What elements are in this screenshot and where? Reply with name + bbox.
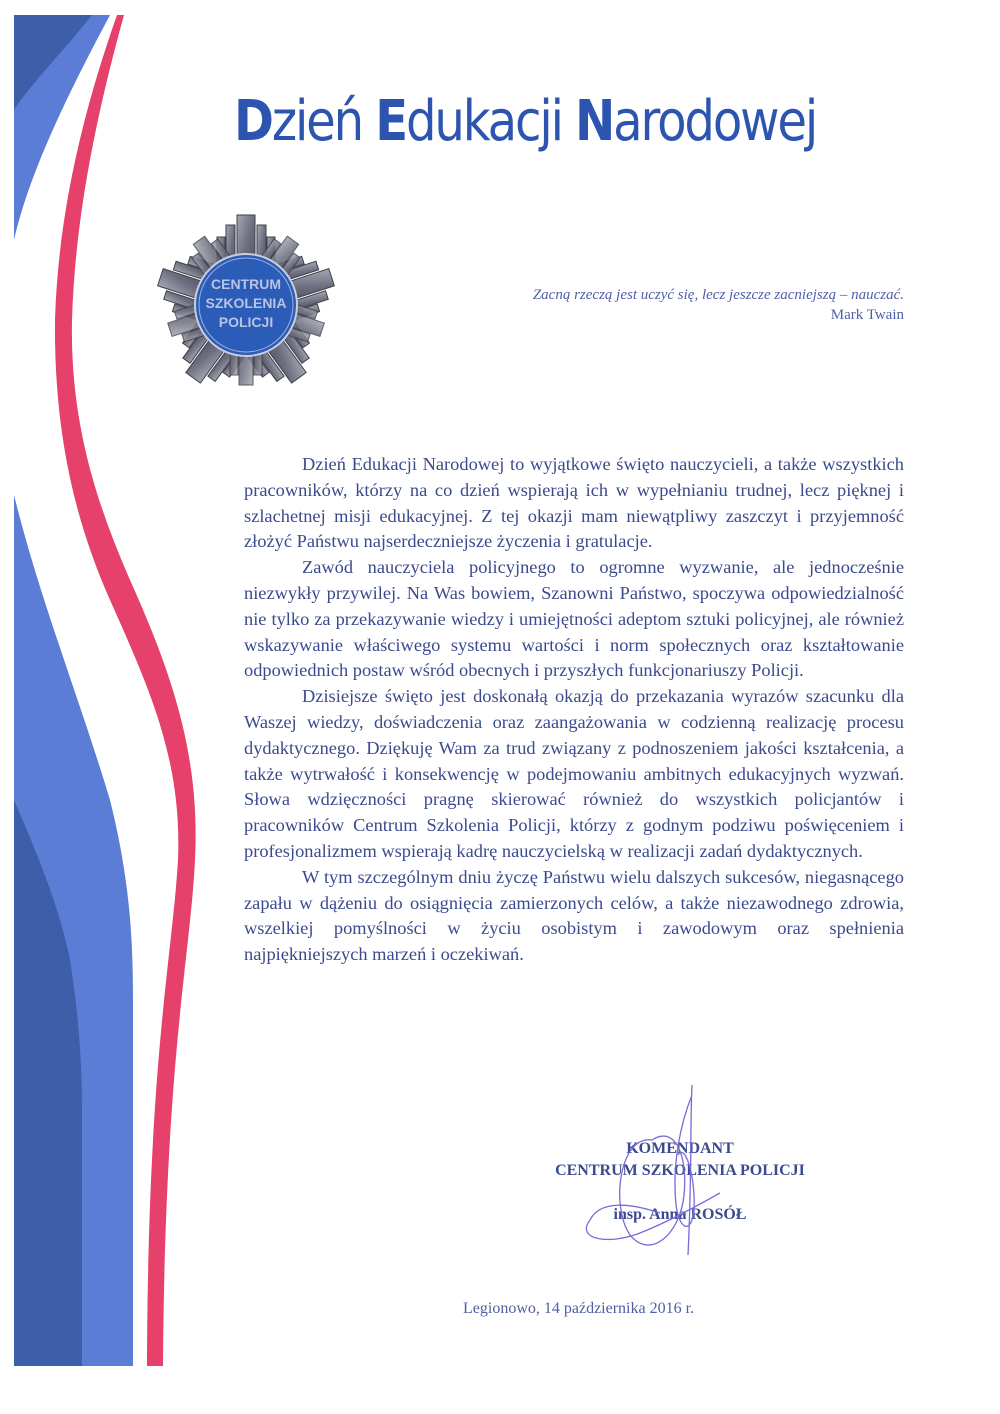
paragraph: Zawód nauczyciela policyjnego to ogromne wyzwanie, ale jednocześnie niezwykły przywilej. Na Was bowiem, Szanowni Państwo, spoczywa odpowiedzialność nie tylko za przekazywanie wiedzy i umiejętności adeptom sztuki policyjnej, ale również wskazywanie właściwego systemu wartości i norm społecznych oraz kształtowanie odpowiednich postaw wśród obecnych i przyszłych funkcjonariuszy Policji. <box>244 557 904 681</box>
badge-line-3: POLICJI <box>218 314 274 330</box>
page-title <box>234 88 827 155</box>
title-word-1 <box>234 89 375 154</box>
title-word-2 <box>375 89 575 154</box>
letter-body <box>244 452 904 968</box>
epigraph <box>533 285 904 325</box>
quote-author: Mark Twain <box>830 307 904 323</box>
signature-block <box>520 1138 840 1226</box>
signatory-name: insp. Anna ROSÓŁ <box>613 1206 747 1223</box>
police-star-badge-icon <box>153 212 339 398</box>
badge-line-2: SZKOLENIA <box>205 295 287 311</box>
title-cap: D <box>234 89 272 154</box>
signatory-title: KOMENDANT <box>626 1140 734 1157</box>
quote-text: Zacną rzeczą jest uczyć się, lecz jeszcze zacniejszą – nauczać. <box>532 287 904 303</box>
title-rest: arodowej <box>613 89 817 154</box>
badge-line-1: CENTRUM <box>211 276 281 292</box>
paragraph: W tym szczególnym dniu życzę Państwu wielu dalszych sukcesów, niegasnącego zapału w dążeniu do osiągnięcia zamierzonych celów, a także niezawodnego zdrowia, wszelkiej pomyślności w życiu osobistym i zawodowym oraz spełnienia najpiękniejszych marzeń i oczekiwań. <box>244 866 904 965</box>
title-cap: N <box>574 89 614 154</box>
title-rest: zień <box>271 89 376 154</box>
signatory-institution: CENTRUM SZKOLENIA POLICJI <box>555 1162 805 1179</box>
title-word-3 <box>575 89 816 154</box>
place-date: Legionowo, 14 października 2016 r. <box>463 1300 695 1317</box>
title-cap: E <box>375 89 406 154</box>
paragraph: Dzisiejsze święto jest doskonałą okazją do przekazania wyrazów szacunku dla Waszej wiedzy, doświadczenia oraz zaangażowania w codzienną realizację procesu dydaktycznego. Dziękuję Wam za trud związany z podnoszeniem jakości kształcenia, a także wytrwałość i konsekwencję w podejmowaniu ambitnych edukacyjnych wyzwań. Słowa wdzięczności pragnę skierować również do wszystkich policjantów i pracowników Centrum Szkolenia Policji, którzy z godnym podziwu poświęceniem i profesjonalizmem wspierają kadrę nauczycielską w realizacji zadań dydaktycznych. <box>244 686 904 861</box>
paragraph: Dzień Edukacji Narodowej to wyjątkowe święto nauczycieli, a także wszystkich pracowników, którzy na co dzień wspierają ich w wypełnianiu trudnej, lecz pięknej i szlachetnej misji edukacyjnej. Z tej okazji mam niewątpliwy zaszczyt i przyjemność złożyć Państwu najserdeczniejsze życzenia i gratulacje. <box>244 454 904 552</box>
title-rest: dukacji <box>405 89 575 154</box>
